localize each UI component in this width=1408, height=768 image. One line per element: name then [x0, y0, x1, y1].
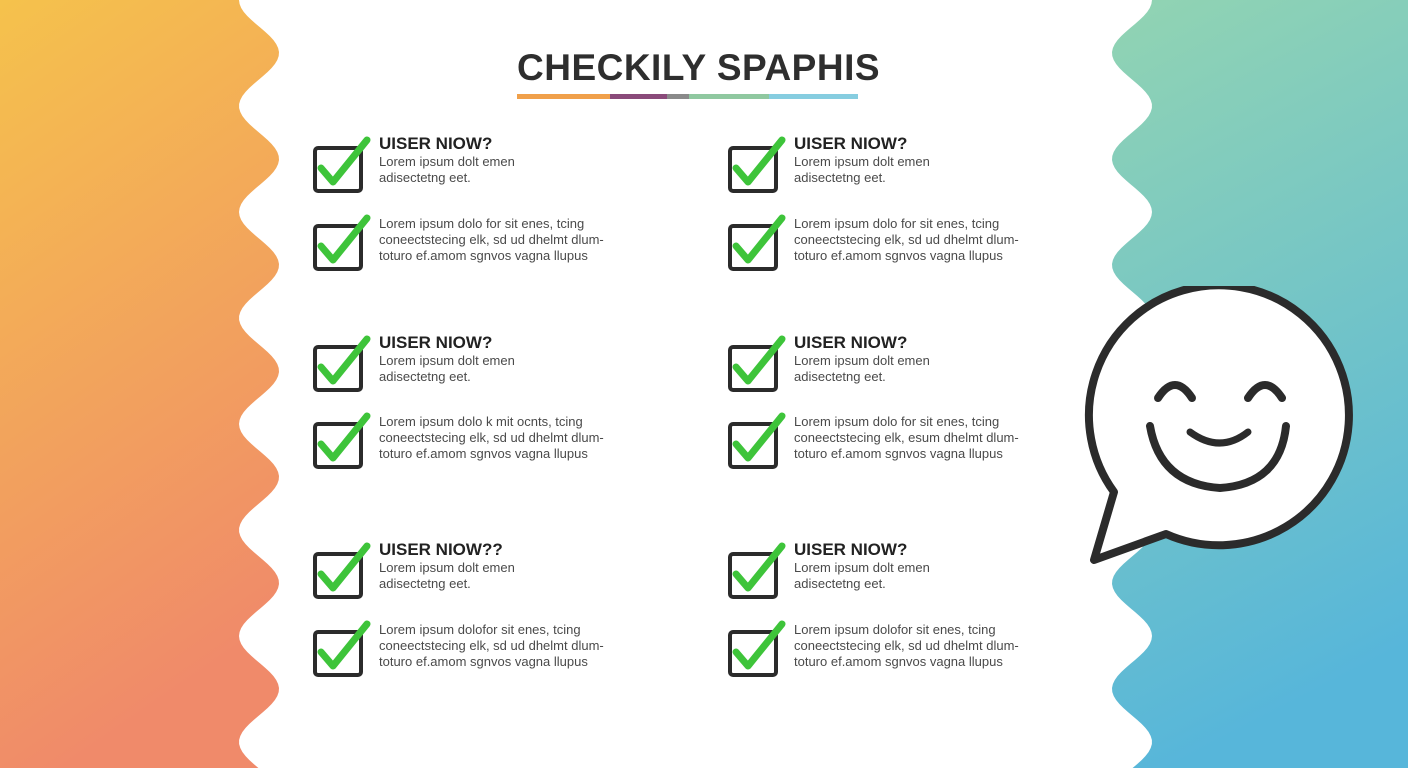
item-heading: UISER NIOW?	[794, 134, 908, 153]
checklist-item	[313, 414, 604, 472]
underline-segment	[689, 94, 769, 99]
underline-segment	[667, 94, 689, 99]
checklist-item	[313, 216, 604, 274]
item-heading: UISER NIOW?	[379, 333, 493, 352]
checklist-item-text	[794, 622, 1019, 670]
checklist-item	[728, 134, 930, 196]
checklist-item-text	[794, 540, 930, 592]
item-description: Lorem ipsum dolt emen adisectetng eet.	[794, 154, 930, 185]
item-description: Lorem ipsum dolo for sit enes, tcing coneectstecing elk, sd ud dhelmt dlum- toturo ef.amom sgnvos vagna llupus	[379, 216, 604, 263]
item-description: Lorem ipsum dolt emen adisectetng eet.	[379, 560, 515, 591]
checklist-item-text	[379, 216, 604, 264]
checkbox-check-icon	[313, 622, 371, 680]
checkbox-check-icon	[728, 622, 786, 680]
underline-segment	[610, 94, 667, 99]
checklist-item	[728, 216, 1019, 274]
item-description: Lorem ipsum dolofor sit enes, tcing coneectstecing elk, sd ud dhelmt dlum- toturo ef.amom sgnvos vagna llupus	[794, 622, 1019, 669]
item-heading: UISER NIOW?	[794, 333, 908, 352]
underline-segment	[517, 94, 610, 99]
checkbox-check-icon	[313, 138, 371, 196]
item-heading: UISER NIOW??	[379, 540, 503, 559]
smiley-speech-bubble-icon	[1080, 286, 1360, 568]
item-heading: UISER NIOW?	[379, 134, 493, 153]
checklist-item	[728, 622, 1019, 680]
checklist-item-text	[794, 216, 1019, 264]
checklist-item-text	[794, 414, 1019, 462]
item-description: Lorem ipsum dolo for sit enes, tcing coneectstecing elk, esum dhelmt dlum- toturo ef.amom sgnvos vagna llupus	[794, 414, 1019, 461]
item-description: Lorem ipsum dolt emen adisectetng eet.	[794, 353, 930, 384]
checkbox-check-icon	[728, 337, 786, 395]
item-description: Lorem ipsum dolt emen adisectetng eet.	[794, 560, 930, 591]
checklist-item-text	[379, 414, 604, 462]
checklist-item	[313, 622, 604, 680]
checkbox-check-icon	[313, 216, 371, 274]
checkbox-check-icon	[313, 337, 371, 395]
checkbox-check-icon	[313, 414, 371, 472]
checklist-item	[313, 333, 515, 395]
checklist-item	[728, 540, 930, 602]
checkbox-check-icon	[728, 544, 786, 602]
checkbox-check-icon	[728, 414, 786, 472]
checkbox-check-icon	[313, 544, 371, 602]
checklist-item	[728, 333, 930, 395]
checklist-item	[313, 134, 515, 196]
left-gradient-panel	[0, 0, 279, 768]
checklist-item-text	[794, 333, 930, 385]
page-title: CHECKILY SPAPHIS	[517, 47, 881, 88]
item-description: Lorem ipsum dolofor sit enes, tcing coneectstecing elk, sd ud dhelmt dlum- toturo ef.amom sgnvos vagna llupus	[379, 622, 604, 669]
checklist-item-text	[794, 134, 930, 186]
checklist-item-text	[379, 333, 515, 385]
title-underline	[517, 94, 858, 99]
item-heading: UISER NIOW?	[794, 540, 908, 559]
item-description: Lorem ipsum dolt emen adisectetng eet.	[379, 154, 515, 185]
checklist-item	[313, 540, 515, 602]
underline-segment	[769, 94, 858, 99]
item-description: Lorem ipsum dolo k mit ocnts, tcing coneectstecing elk, sd ud dhelmt dlum- toturo ef.amom sgnvos vagna llupus	[379, 414, 604, 461]
checklist-item-text	[379, 622, 604, 670]
item-description: Lorem ipsum dolt emen adisectetng eet.	[379, 353, 515, 384]
item-description: Lorem ipsum dolo for sit enes, tcing coneectstecing elk, sd ud dhelmt dlum- toturo ef.amom sgnvos vagna llupus	[794, 216, 1019, 263]
checklist-item-text	[379, 540, 515, 592]
checklist-item-text	[379, 134, 515, 186]
checklist-item	[728, 414, 1019, 472]
checkbox-check-icon	[728, 216, 786, 274]
checkbox-check-icon	[728, 138, 786, 196]
